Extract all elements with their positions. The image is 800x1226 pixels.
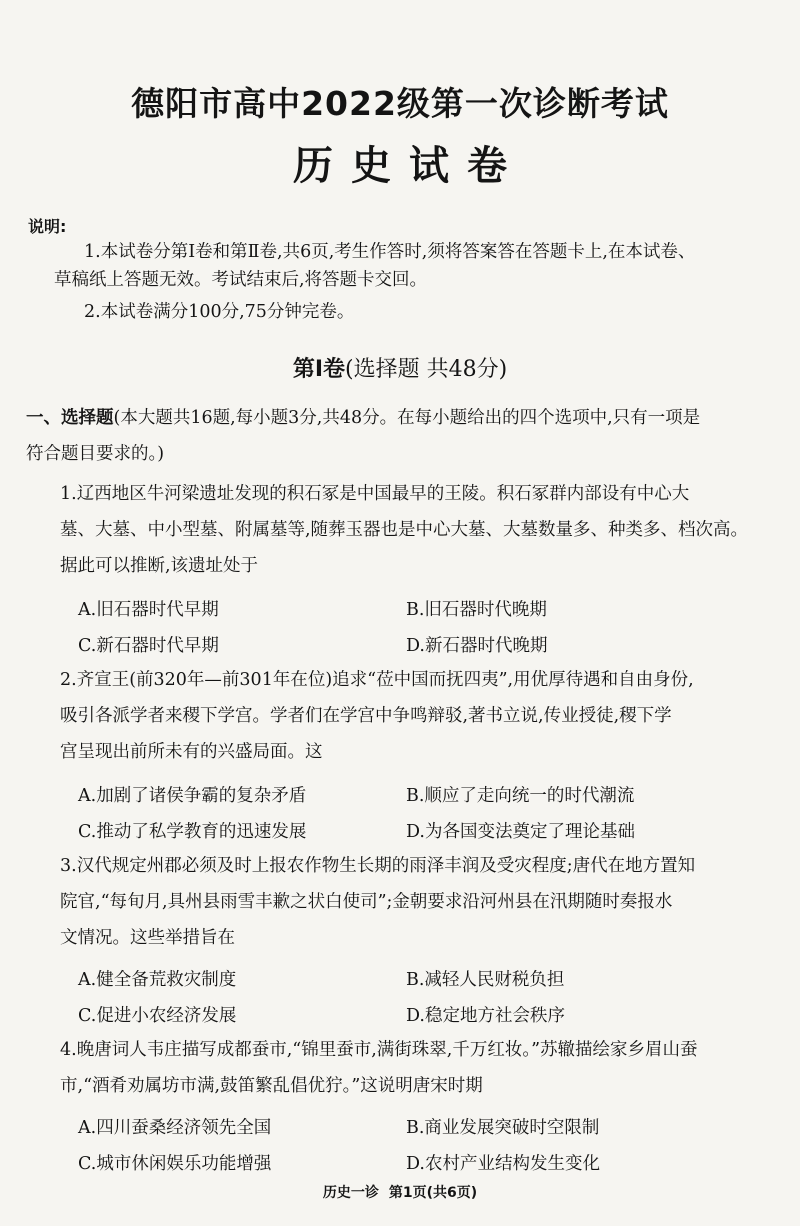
- question-1-line-1: 1.辽西地区牛河梁遗址发现的积石冢是中国最早的王陵。积石冢群内部设有中心大: [60, 484, 690, 504]
- question-1-line-3: 据此可以推断,该遗址处于: [60, 556, 259, 576]
- question-2-option-b: B.顺应了走向统一的时代潮流: [406, 786, 635, 806]
- question-3-line-1: 3.汉代规定州郡必须及时上报农作物生长期的雨泽丰润及受灾程度;唐代在地方置知: [60, 856, 696, 876]
- question-2-option-c: C.推动了私学教育的迅速发展: [78, 822, 307, 842]
- exam-subtitle: 历史试卷: [293, 143, 525, 189]
- question-1-line-2: 墓、大墓、中小型墓、附属墓等,随葬玉器也是中心大墓、大墓数量多、种类多、档次高。: [60, 520, 749, 540]
- notes-line-1a: 1.本试卷分第Ⅰ卷和第Ⅱ卷,共6页,考生作答时,须将答案答在答题卡上,在本试卷、: [84, 242, 696, 262]
- notes-line-2: 2.本试卷满分100分,75分钟完卷。: [84, 302, 355, 322]
- footer-subject: 历史一诊: [322, 1185, 379, 1201]
- question-2-line-1: 2.齐宣王(前320年—前301年在位)追求“莅中国而抚四夷”,用优厚待遇和自由身份,: [60, 670, 694, 690]
- notes-line-1b: 草稿纸上答题无效。考试结束后,将答题卡交回。: [54, 270, 428, 290]
- section-instructions-line-2: 符合题目要求的。): [26, 444, 165, 464]
- footer-page-number: 第1页(共6页): [388, 1185, 478, 1201]
- question-3-line-2: 院官,“每旬月,具州县雨雪丰歉之状白使司”;金朝要求沿河州县在汛期随时奏报水: [60, 892, 673, 912]
- section-instructions-label: 一、选择题: [26, 408, 114, 428]
- question-2-option-d: D.为各国变法奠定了理论基础: [406, 822, 635, 842]
- question-1-option-d: D.新石器时代晚期: [406, 636, 548, 656]
- question-4-option-a: A.四川蚕桑经济领先全国: [78, 1118, 272, 1138]
- question-4-line-2: 市,“酒肴劝属坊市满,鼓笛繁乱倡优狞。”这说明唐宋时期: [60, 1076, 483, 1096]
- question-1-option-c: C.新石器时代早期: [78, 636, 219, 656]
- question-3-option-a: A.健全备荒救灾制度: [78, 970, 237, 990]
- question-4-option-d: D.农村产业结构发生变化: [406, 1154, 600, 1174]
- notes-heading: 说明:: [28, 217, 67, 236]
- question-3-option-c: C.促进小农经济发展: [78, 1006, 237, 1026]
- question-1-option-a: A.旧石器时代早期: [78, 600, 219, 620]
- question-4-option-c: C.城市休闲娱乐功能增强: [78, 1154, 272, 1174]
- section-title: [0, 352, 800, 383]
- question-4-line-1: 4.晚唐词人韦庄描写成都蚕市,“锦里蚕市,满街珠翠,千万红妆。”苏辙描绘家乡眉山蚕: [60, 1040, 698, 1060]
- exam-title: 德阳市高中2022级第一次诊断考试: [131, 84, 669, 123]
- section-instructions-line-1: [26, 410, 700, 428]
- question-2-line-3: 宫呈现出前所未有的兴盛局面。这: [60, 742, 323, 762]
- question-2-line-2: 吸引各派学者来稷下学宫。学者们在学宫中争鸣辩驳,著书立说,传业授徒,稷下学: [60, 706, 672, 726]
- section-instructions-text: (本大题共16题,每小题3分,共48分。在每小题给出的四个选项中,只有一项是: [113, 408, 701, 428]
- question-3-option-d: D.稳定地方社会秩序: [406, 1006, 565, 1026]
- question-3-line-3: 文情况。这些举措旨在: [60, 928, 235, 948]
- section-title-strong: 第Ⅰ卷: [292, 357, 346, 382]
- section-title-rest: (选择题 共48分): [345, 357, 508, 382]
- question-1-option-b: B.旧石器时代晚期: [406, 600, 547, 620]
- page-footer: [0, 1182, 800, 1202]
- question-2-option-a: A.加剧了诸侯争霸的复杂矛盾: [78, 786, 307, 806]
- question-3-option-b: B.减轻人民财税负担: [406, 970, 565, 990]
- question-4-option-b: B.商业发展突破时空限制: [406, 1118, 600, 1138]
